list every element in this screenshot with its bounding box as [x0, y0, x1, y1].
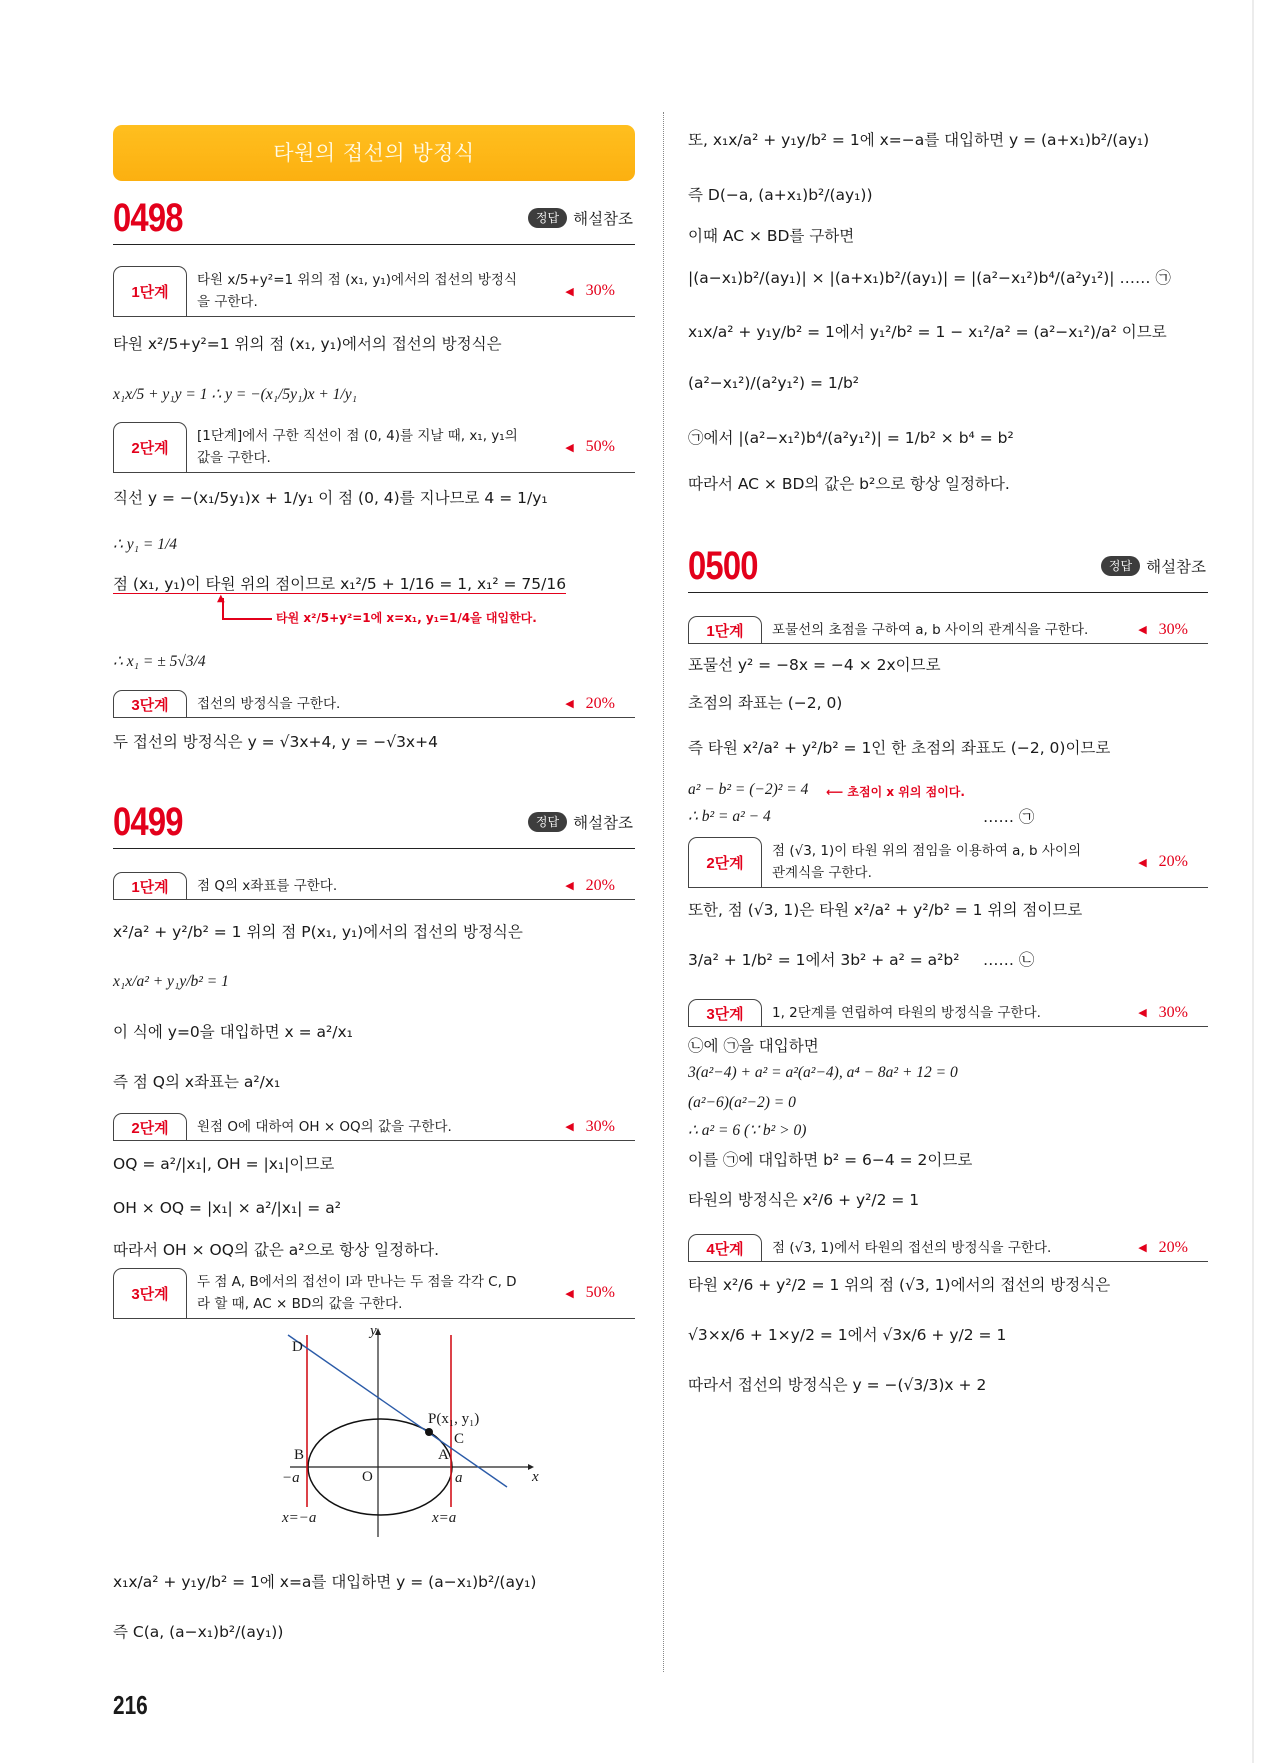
solution-line: 따라서 접선의 방정식은 y = −(√3/3)x + 2: [688, 1376, 987, 1394]
solution-line: 포물선 y² = −8x = −4 × 2x이므로: [688, 656, 941, 674]
step-desc: 1, 2단계를 연립하여 타원의 방정식을 구한다.: [772, 1004, 1041, 1021]
arrow-up-icon: ▲: [217, 593, 225, 604]
point-a-label: A: [438, 1447, 449, 1463]
solution-line: OH × OQ = |x₁| × a²/|x₁| = a²: [113, 1199, 341, 1217]
step-tag: 3단계: [113, 690, 187, 717]
step-desc: 점 (√3, 1)이 타원 위의 점임을 이용하여 a, b 사이의 관계식을 구한다.: [772, 843, 1082, 881]
step-tag: 2단계: [113, 1113, 187, 1140]
point-p-label: P(x₁, y₁): [428, 1411, 480, 1427]
solution-line: x₁x/a² + y₁y/b² = 1: [113, 973, 229, 990]
solution-line: x₁x/5 + y₁y = 1 ∴ y = −(x₁/5y₁)x + 1/y₁: [113, 386, 358, 403]
solution-line: 이때 AC × BD를 구하면: [688, 227, 855, 245]
solution-line: 3(a²−4) + a² = a²(a²−4), a⁴ − 8a² + 12 = 0: [688, 1064, 958, 1081]
step-tag: 2단계: [113, 422, 187, 472]
answer-text: 해설참조: [573, 814, 633, 832]
line-right-label: x=a: [432, 1510, 457, 1526]
solution-line: OQ = a²/|x₁|, OH = |x₁|이므로: [113, 1155, 335, 1173]
solution-line: 또한, 점 (√3, 1)은 타원 x²/a² + y²/b² = 1 위의 점이므로: [688, 901, 1083, 919]
solution-line: 따라서 OH × OQ의 값은 a²으로 항상 일정하다.: [113, 1241, 439, 1259]
step-desc: 두 점 A, B에서의 접선이 l과 만나는 두 점을 각각 C, D라 할 때, AC × BD의 값을 구한다.: [197, 1274, 517, 1312]
solution-line: 두 접선의 방정식은 y = √3x+4, y = −√3x+4: [113, 733, 438, 751]
solution-line: ∴ x₁ = ± 5√3/4: [113, 653, 206, 670]
solution-line: ∴ a² = 6 (∵ b² > 0): [688, 1122, 807, 1139]
step-percent: ◀ 20%: [1138, 853, 1188, 870]
triangle-left-icon: ◀: [1138, 1241, 1147, 1254]
solution-line: 타원의 방정식은 x²/6 + y²/2 = 1: [688, 1191, 920, 1209]
solution-line: 초점의 좌표는 (−2, 0): [688, 694, 843, 712]
page-number: 216: [113, 1690, 148, 1720]
answer-ref: [528, 207, 633, 229]
solution-line: x²/a² + y²/b² = 1 위의 점 P(x₁, y₁)에서의 접선의 방정식은: [113, 923, 523, 941]
problem-header-0500: [688, 544, 1208, 593]
solution-line: 또, x₁x/a² + y₁y/b² = 1에 x=−a를 대입하면 y = (a+x₁)b²/(ay₁): [688, 131, 1150, 149]
point-b-label: B: [294, 1447, 305, 1463]
solution-line: 즉 D(−a, (a+x₁)b²/(ay₁)): [688, 186, 873, 204]
step-percent: ◀ 30%: [1138, 620, 1188, 638]
step-desc: 타원 x/5+y²=1 위의 점 (x₁, y₁)에서의 접선의 방정식을 구한다.: [197, 272, 517, 310]
step-3-0499: [113, 1268, 635, 1319]
step-desc: 포물선의 초점을 구하여 a, b 사이의 관계식을 구한다.: [772, 621, 1089, 638]
answer-ref: [528, 811, 633, 833]
equation-marker: …… ㉠: [983, 808, 1035, 826]
step-desc: 점 (√3, 1)에서 타원의 접선의 방정식을 구한다.: [772, 1239, 1052, 1256]
step-tag: 3단계: [113, 1268, 187, 1318]
step-1-0500: [688, 616, 1208, 644]
step-desc: [1단계]에서 구한 직선이 점 (0, 4)를 지날 때, x₁, y₁의 값을 구한다.: [197, 428, 518, 466]
step-1-0499: [113, 872, 635, 900]
step-tag: 3단계: [688, 999, 762, 1026]
step-3-0498: [113, 690, 635, 718]
solution-line: 즉 점 Q의 x좌표는 a²/x₁: [113, 1073, 281, 1091]
equation-marker: …… ㉡: [983, 951, 1035, 969]
answer-badge: 정답: [1101, 556, 1140, 576]
problem-number: 0498: [113, 196, 183, 240]
solution-line: ∴ y₁ = 1/4: [113, 536, 178, 553]
y-axis-label: y: [370, 1323, 377, 1339]
arrow-left-icon: ⟵: [826, 785, 848, 799]
step-percent: ◀ 50%: [565, 438, 615, 455]
underlined-phrase: 점 (x₁, y₁)이 타원 위의 점이므로 x₁²/5 + 1/16 = 1, x₁² = 75/16: [113, 575, 567, 593]
origin-label: O: [362, 1469, 373, 1485]
line-left-label: x=−a: [282, 1510, 317, 1526]
step-percent: ◀ 20%: [565, 694, 615, 712]
step-tag: 1단계: [688, 616, 762, 643]
solution-line: 직선 y = −(x₁/5y₁)x + 1/y₁ 이 점 (0, 4)를 지나므로 4 = 1/y₁: [113, 489, 548, 507]
problem-number: 0500: [688, 544, 758, 588]
triangle-left-icon: ◀: [565, 1120, 574, 1133]
solution-line: [113, 572, 566, 596]
problem-header-0498: [113, 196, 635, 245]
callout-note: ⟵ 초점이 x 위의 점이다.: [826, 785, 965, 799]
solution-line: 3/a² + 1/b² = 1에서 3b² + a² = a²b²: [688, 951, 960, 969]
point-d-label: D: [292, 1339, 303, 1355]
triangle-left-icon: ◀: [565, 879, 574, 892]
solution-line: 즉 타원 x²/a² + y²/b² = 1인 한 초점의 좌표도 (−2, 0)이므로: [688, 739, 1111, 757]
answer-text: 해설참조: [1146, 558, 1206, 576]
step-tag: 4단계: [688, 1234, 762, 1261]
problem-header-0499: [113, 800, 635, 849]
solution-line: x₁x/a² + y₁y/b² = 1에 x=a를 대입하면 y = (a−x₁)b²/(ay₁): [113, 1573, 537, 1591]
answer-badge: 정답: [528, 812, 567, 832]
solution-line: 이를 ㉠에 대입하면 b² = 6−4 = 2이므로: [688, 1151, 973, 1169]
solution-line: (a²−6)(a²−2) = 0: [688, 1094, 796, 1111]
step-3-0500: [688, 999, 1208, 1027]
triangle-left-icon: ◀: [565, 284, 574, 298]
step-1-0498: [113, 266, 635, 317]
triangle-left-icon: ◀: [1138, 1006, 1147, 1019]
solution-line: 타원 x²/6 + y²/2 = 1 위의 점 (√3, 1)에서의 접선의 방정식은: [688, 1276, 1111, 1294]
ellipse-tangent-graph: [270, 1325, 550, 1555]
solution-line: 따라서 AC × BD의 값은 b²으로 항상 일정하다.: [688, 475, 1010, 493]
step-percent: ◀ 20%: [565, 876, 615, 894]
answer-ref: [1101, 555, 1206, 577]
step-percent: ◀ 30%: [1138, 1003, 1188, 1021]
column-divider: [663, 112, 664, 1672]
step-2-0499: [113, 1113, 635, 1141]
triangle-left-icon: ◀: [565, 697, 574, 710]
answer-badge: 정답: [528, 208, 567, 228]
solution-line: |(a−x₁)b²/(ay₁)| × |(a+x₁)b²/(ay₁)| = |(a²−x₁²)b⁴/(a²y₁²)| …… ㉠: [688, 269, 1171, 287]
step-percent: ◀ 50%: [565, 1284, 615, 1301]
solution-line: ∴ b² = a² − 4: [688, 808, 771, 825]
solution-line: x₁x/a² + y₁y/b² = 1에서 y₁²/b² = 1 − x₁²/a² = (a²−x₁²)/a² 이므로: [688, 323, 1167, 341]
triangle-left-icon: ◀: [1138, 623, 1147, 636]
triangle-left-icon: ◀: [1138, 855, 1147, 869]
step-2-0498: [113, 422, 635, 473]
step-tag: 1단계: [113, 872, 187, 899]
step-percent: ◀ 30%: [565, 1117, 615, 1135]
step-tag: 2단계: [688, 837, 762, 887]
solution-line: a² − b² = (−2)² = 4: [688, 781, 809, 798]
solution-line: 즉 C(a, (a−x₁)b²/(ay₁)): [113, 1623, 284, 1641]
triangle-left-icon: ◀: [565, 440, 574, 454]
problem-number: 0499: [113, 800, 183, 844]
callout-note: 타원 x²/5+y²=1에 x=x₁, y₁=1/4을 대입한다.: [276, 611, 537, 625]
solution-line: ㉡에 ㉠을 대입하면: [688, 1037, 819, 1055]
step-4-0500: [688, 1234, 1208, 1262]
step-desc: 원점 O에 대하여 OH × OQ의 값을 구한다.: [197, 1118, 452, 1135]
solution-line: (a²−x₁²)/(a²y₁²) = 1/b²: [688, 374, 859, 392]
step-desc: 점 Q의 x좌표를 구한다.: [197, 877, 338, 894]
x-axis-label: x: [532, 1469, 539, 1485]
point-c-label: C: [454, 1431, 465, 1447]
step-tag: 1단계: [113, 266, 187, 316]
step-percent: ◀ 30%: [565, 282, 615, 299]
a-label: a: [455, 1470, 463, 1486]
solution-line: 이 식에 y=0을 대입하면 x = a²/x₁: [113, 1023, 353, 1041]
step-2-0500: [688, 837, 1208, 888]
page-edge: [1252, 0, 1254, 1763]
answer-text: 해설참조: [573, 210, 633, 228]
callout-connector: [222, 618, 272, 620]
step-percent: ◀ 20%: [1138, 1238, 1188, 1256]
step-desc: 접선의 방정식을 구한다.: [197, 695, 341, 712]
section-banner: 타원의 접선의 방정식: [113, 125, 635, 181]
solution-line: 타원 x²/5+y²=1 위의 점 (x₁, y₁)에서의 접선의 방정식은: [113, 335, 502, 353]
triangle-left-icon: ◀: [565, 1286, 574, 1300]
solution-line: ㉠에서 |(a²−x₁²)b⁴/(a²y₁²)| = 1/b² × b⁴ = b²: [688, 429, 1014, 447]
neg-a-label: −a: [282, 1470, 300, 1486]
solution-line: √3×x/6 + 1×y/2 = 1에서 √3x/6 + y/2 = 1: [688, 1326, 1007, 1344]
